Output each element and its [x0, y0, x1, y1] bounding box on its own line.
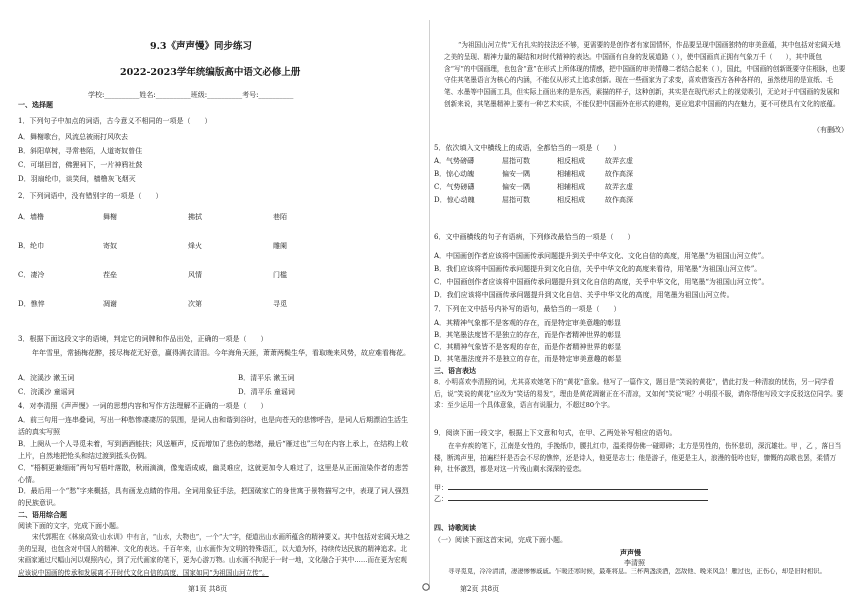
- q5-a2: 屈指可数: [502, 157, 530, 165]
- q6-option-d: D．我们应该将中国画传承问题提升到文化自信、关乎中华文化的高度，用笔墨为祖国山河立传。: [434, 291, 734, 299]
- q2-d4: 寻觅: [273, 300, 287, 308]
- q5-d1: D．惊心动魄: [434, 196, 475, 204]
- right-page: [430, 0, 860, 608]
- q1-option-b: B．斜阳草树，寻常巷陌，人道寄奴曾住: [18, 147, 143, 155]
- q5-c1: C．气势磅礴: [434, 183, 475, 191]
- q2-stem: 2．下列词语中，没有错别字的一项是（ ）: [18, 192, 163, 200]
- q5-a4: 故弄玄虚: [605, 157, 633, 165]
- q3-passage: 年年雪里，常插梅花醉，挼尽梅花无好意，赢得满衣清泪。今年海角天涯，萧萧两鬓生华，看取晚来风势，故应难看梅花。: [32, 349, 410, 357]
- q2-c2: 茬垒: [103, 271, 117, 279]
- q3-options-grid: [18, 373, 314, 397]
- section-1-heading: 一、选择题: [18, 101, 53, 109]
- q5-c2: 偏安一隅: [502, 183, 530, 191]
- q6-option-c: C．中国画创作者应该将中国画传承问题提升到文化自信的高度，关乎中华文化，用笔墨“为祖国山河立传”。: [434, 278, 769, 286]
- q8-text: 8．小明喜欢李清照的词，尤其喜欢她笔下的“黄花”意象。他写了一篇作文，题目是“笑说的黄花”，借此打发一种清寂的忧伤，另一同学看后，说“笑说的黄花”应改为“笑话的易发”，理由是黄花凋谢正在不清凉，又如何“笑说”呢？小明很不服，请你帮他写段文字反驳这位同学。要求：至少运用一个具体意象，语言有说服力，不超过80个字。: [434, 378, 844, 409]
- q2-a1: A．墙橹: [18, 213, 45, 221]
- q2-c3: 风情: [188, 271, 202, 279]
- q5-c4: 故弄玄虚: [605, 183, 633, 191]
- q9-stem: 9．阅读下面一段文字，根据上下文意和句式，在甲、乙两处补写相应的语句。: [434, 429, 677, 437]
- q2-d2: 凋谢: [103, 300, 117, 308]
- q5-options: [434, 157, 665, 205]
- q5-d2: 屈指可数: [502, 196, 530, 204]
- answer-yi-field[interactable]: [448, 492, 708, 501]
- poem-author: 李清照: [624, 559, 645, 567]
- underlined-sentence: 应该说中国画的传承和发展离不开时代文化自信的高度，国家如同“为祖国山河立传”。: [18, 569, 269, 577]
- q5-a1: A．气势磅礴: [434, 157, 475, 165]
- answer-yi-row: [434, 492, 708, 504]
- q7-option-b: B．其笔墨法度皆不是独立的存在，而是作者精神世界的彰显: [434, 331, 622, 339]
- q2-c4: 门槛: [273, 271, 287, 279]
- poem-title: 声声慢: [620, 548, 641, 557]
- poem-text: 寻寻觅觅，冷冷清清，凄凄惨惨戚戚。乍暖还寒时候，最难将息。三杯两盏淡酒，怎敌他、晚来风急！雁过也，正伤心，却是旧时相识。: [448, 568, 826, 575]
- q1-option-d: D．羽扇纶巾，谈笑间，樯橹灰飞烟灭: [18, 175, 136, 183]
- q2-a3: 拂拭: [188, 213, 202, 221]
- q5-d4: 故作高深: [605, 196, 633, 204]
- exam-subtitle: 2022-2023学年统编版高中语文必修上册: [120, 67, 301, 78]
- section-4-heading: 四、诗歌阅读: [434, 524, 476, 532]
- q5-stem: 5．依次填入文中横线上的成语，全都恰当的一项是（ ）: [434, 144, 621, 152]
- q4-option-d: D．最后用一个“愁”字来概括，具有画龙点睛的作用。全词用象征手法，把国破家亡的身世寓于景物描写之中，表现了词人强烈的民族意识。: [18, 487, 409, 507]
- q5-b2: 偏安一隅: [502, 170, 530, 178]
- page-2-footer: 第2页 共8页: [460, 585, 500, 593]
- q5-a3: 相反相成: [557, 157, 585, 165]
- q2-d1: D．憔悴: [18, 300, 45, 308]
- answer-jia-field[interactable]: [448, 481, 708, 490]
- q2-a2: 舞榭: [103, 213, 117, 221]
- reading-instruction: 阅读下面的文字，完成下面小题。: [18, 522, 123, 530]
- q7-option-c: C．其精神气象皆不是客观的存在，而是作者精神世界的彰显: [434, 343, 622, 351]
- q6-option-b: B．我们应该将中国画传承问题提升到文化自信，关乎中华文化的高度来看待，用笔墨“为祖国山河立传”。: [434, 265, 762, 273]
- q3-option-b: B．清平乐 漱玉词: [238, 374, 295, 382]
- reading-continuation: “为祖国山河立传”无有扎实的技法还不够，更需要的是创作者有家国情怀，作品要呈现中国画独特的审美意蕴，其中包括对宏阔天地之美的呈现、精神力量的凝结和对时代精神的表达。中国画有自身的发展道路（ ），使中国画真正拥有气象万千（ ），其中既包含“写”的中国画理，也包含“意”在形式上所体现的情感，把中国画的审美情趣二者结合起来（ ），国此，中国画的创新既要守住根脉，也要守住其笔墨语言为核心的内涵，不能仅从形式上追求创新。现在一些画家为了求变，喜欢借鉴西方各种各样的，虽然使用的是宣纸、毛笔、水墨等中国画工具，但实际上画出来的是东西，素描的样子，这种创新，其实是在现代形式上的视觉吸引，无论对于中国画的发展和创新来说，其笔墨精神上要有一种艺术实质，不能仅把中国画外在形式的建构，更应追求中国画的内在魅力，更不可使具有文化的底蕴。: [444, 41, 846, 108]
- answer-jia-label: 甲：: [434, 484, 448, 492]
- q5-b3: 相辅相成: [557, 170, 585, 178]
- q1-option-a: A．舞榭歌台，风流总被雨打风吹去: [18, 133, 129, 141]
- q5-c3: 相辅相成: [557, 183, 585, 191]
- q3-option-d: D．清平乐 童谣词: [238, 388, 295, 396]
- q5-b4: 故作高深: [605, 170, 633, 178]
- q4-option-c: C．“梧桐更兼细雨”两句写梧叶落散，秋雨滴滴，像鬼语成威，幽灵难应，这就更加令人难过了，这里是从正面渲染作者的悲苦心情。: [18, 464, 409, 484]
- q3-option-a: A．浣溪沙 漱玉词: [18, 374, 75, 382]
- q5-b1: B．惊心动魄: [434, 170, 475, 178]
- q7-option-d: D．其笔墨法度并不是独立的存在，而是特定审美意趣的彰显: [434, 355, 622, 363]
- q1-stem: 1．下列句子中加点的词语，古今意义不相同的一项是（ ）: [18, 117, 212, 125]
- q2-b2: 寄奴: [103, 242, 117, 250]
- q2-c1: C．凄冷: [18, 271, 45, 279]
- page-1-footer: 第1页 共8页: [188, 585, 228, 593]
- reading-paragraph: 宋代郭熙在《林泉高致·山水训》中有言，“山水，大物也”，一个“大”字，便道出山水画所蕴含的精神要义。其中包括对宏阔天地之美的呈现，也包含对中国人的精神、文化的表达。千百年来，山水画作为文明的特殊语汇，以大道为怀，持续传达民族的精神追求。北宋画家通过尺幅山河以观照内心，到了元代画家的笔下，更为心游万物。山水画不拘泥于一时一地，文化融合于其中……而在更为宏观: [18, 533, 411, 564]
- q4-option-a: A．前三句用一连串叠词，写出一种愁惨凄凄厉的氛围，是词人由和谐到谷时，也是向苍天的悲惨呼告，是词人后期漂泊生活生活的真实写照: [18, 416, 409, 436]
- q2-b1: B．纶巾: [18, 242, 45, 250]
- q2-d3: 次第: [188, 300, 202, 308]
- student-info-line: 学校:__________姓名:__________班级:__________考号:__________: [88, 91, 294, 99]
- q3-stem: 3．根据下面这段文字的语境，判定它的词牌和作品出处，正确的一项是（ ）: [18, 335, 268, 343]
- q9-passage: 在辛弃疾的笔下，江南是女性的，手挽纸巾，腰扎红巾，温柔得仿佛一碰即碎；北方是男性的，伤怀悲切，深沉雄壮。甲 ，乙 ，落日当楼，断鸿声里，拍遍栏杆是否会不尽的憔悴，还是诗人，他更是志士；他是游子，他更是主人，浪漫的低吟也好，慷慨的高歌也罢，柔情万种，壮怀激烈，都是对这一片残山剩水深深的爱恋。: [434, 442, 842, 473]
- q6-option-a: A．中国画创作者应该将中国画传承问题提升到关乎中华文化、文化自信的高度，用笔墨“为祖国山河立传”。: [434, 252, 769, 260]
- section-2-heading: 二、语用综合题: [18, 511, 67, 519]
- q1-option-c: C．可堪回首，佛狸祠下，一片神鸦社鼓: [18, 161, 143, 169]
- q6-stem: 6．文中画横线的句子有语病，下列修改最恰当的一项是（ ）: [434, 233, 635, 241]
- q10-instruction: （一）阅读下面这首宋词，完成下面小题。: [434, 536, 567, 544]
- q2-options-grid: [18, 212, 358, 309]
- q3-option-c: C．浣溪沙 童谣词: [18, 388, 75, 396]
- q5-d3: 相反相成: [557, 196, 585, 204]
- q4-stem: 4．对李清照《声声慢》一词的思想内容和写作方法理解不正确的一项是（ ）: [18, 402, 268, 410]
- q4-option-b: B．上阕从一个人寻觅未着，写到酒酒能扶；风送雁声，反而增加了悲伤的愁绪，最后“雁过也”三句在内容上承上，在结构上收上片，自然地把怆头和结过渡到抵头伤惆。: [18, 440, 409, 460]
- q2-a4: 巷陌: [273, 213, 287, 221]
- answer-yi-label: 乙：: [434, 495, 448, 503]
- q7-option-a: A．其精神气象都不是客观的存在，而是特定审美意趣的彰显: [434, 319, 622, 327]
- q2-b4: 雕阑: [273, 242, 287, 250]
- section-3-heading: 三、语言表达: [434, 367, 476, 375]
- exam-title: 9.3《声声慢》同步练习: [150, 41, 253, 52]
- q7-stem: 7．下列在文中括号内补写的语句，最恰当的一项是（ ）: [434, 305, 621, 313]
- source-note: （有删改）: [813, 126, 848, 134]
- q2-b3: 烽火: [188, 242, 202, 250]
